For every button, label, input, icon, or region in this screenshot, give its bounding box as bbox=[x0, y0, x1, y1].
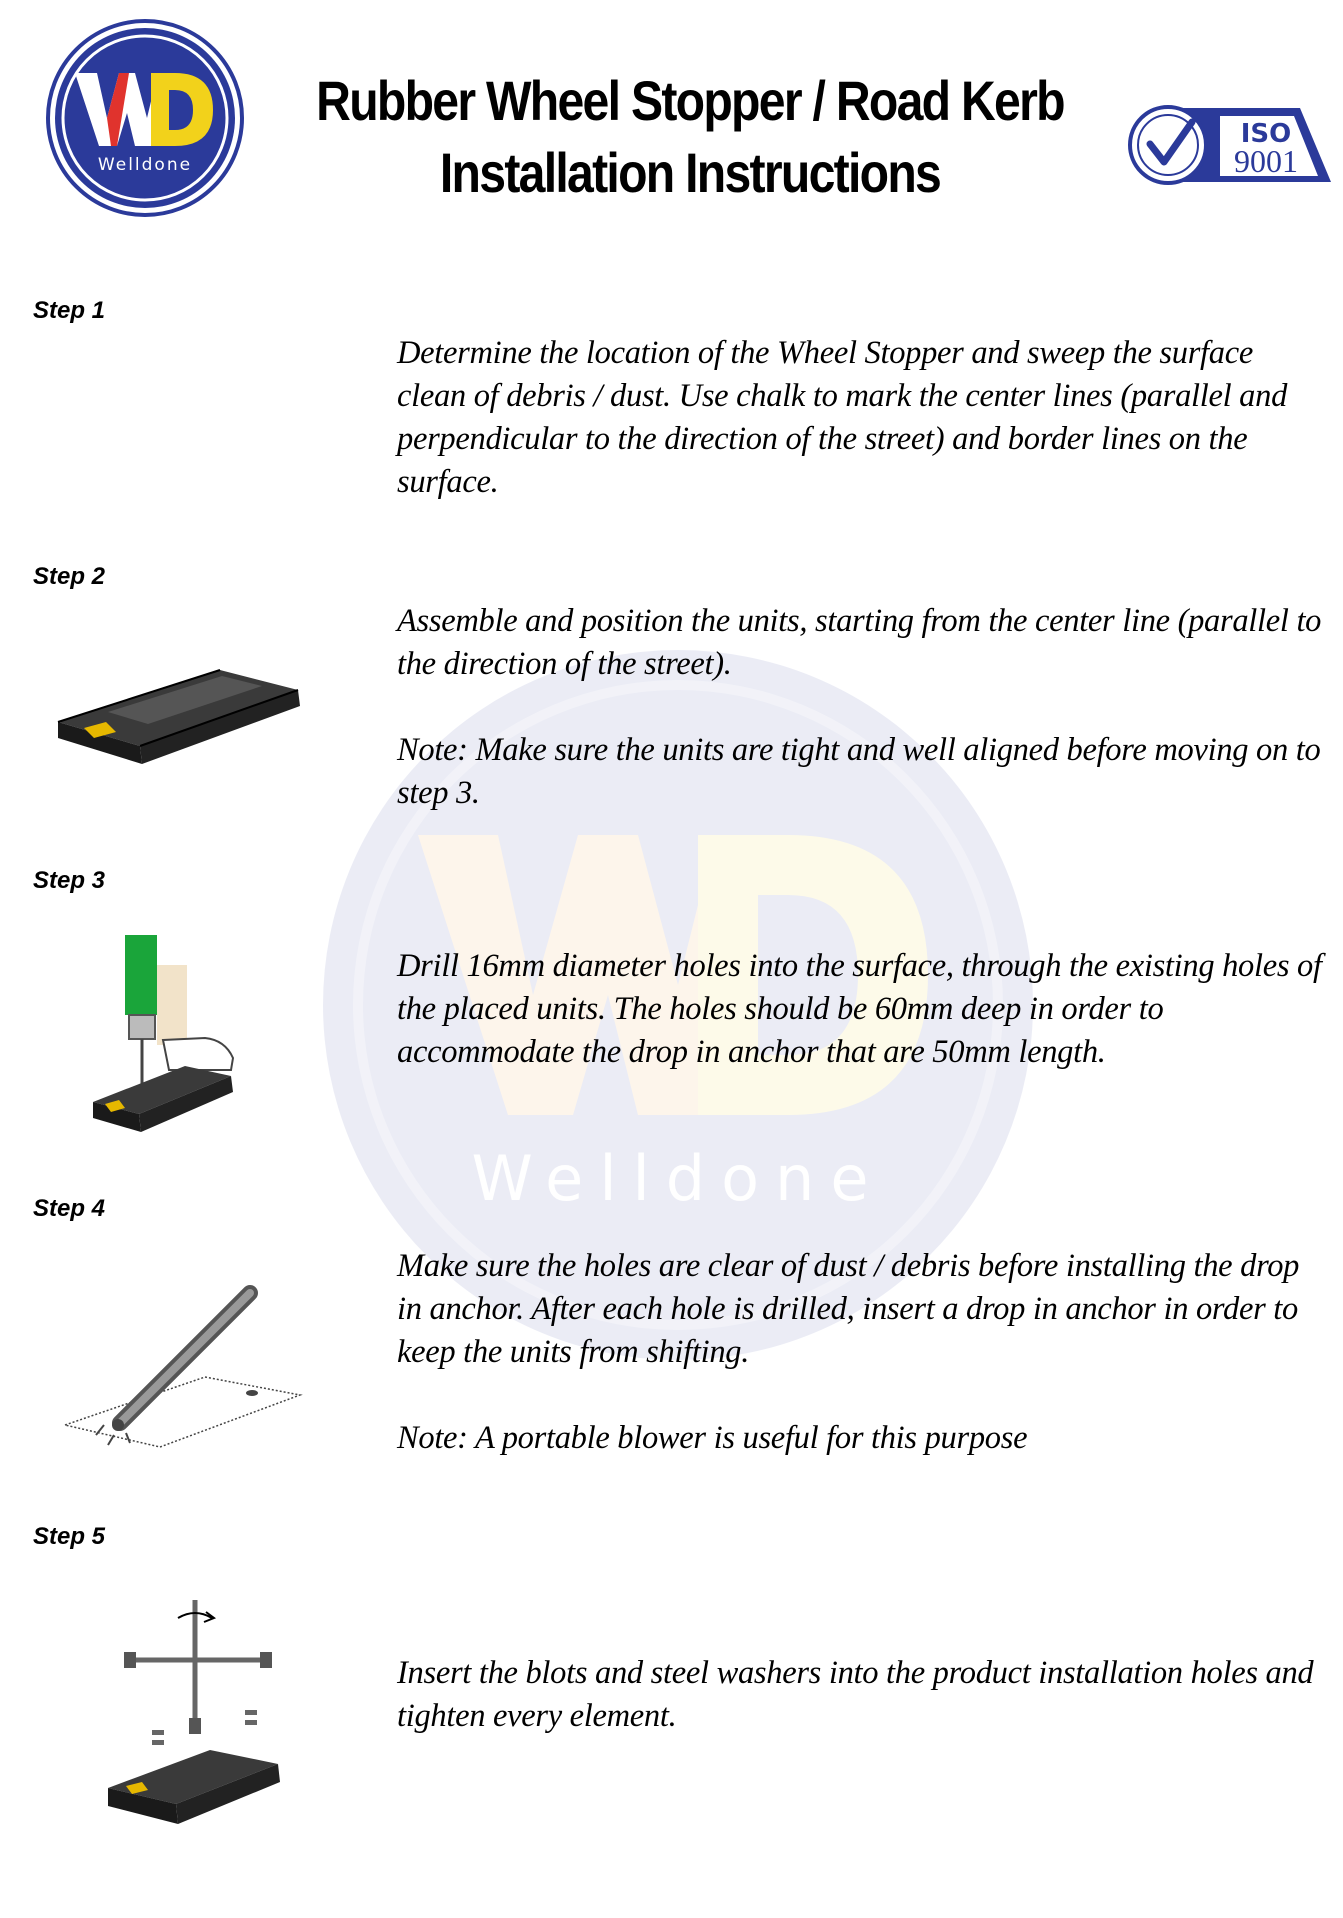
step-1-label: Step 1 bbox=[33, 297, 106, 324]
step-4-text bbox=[397, 1245, 1327, 1460]
step-1-instruction: Determine the location of the Wheel Stopper and sweep the surface clean of debris / dust. Use chalk to mark the center lines (parallel and perpendicular to the direction of the street) and border lines on the surface. bbox=[397, 335, 1288, 500]
welldone-logo bbox=[45, 18, 245, 218]
iso-9001-badge bbox=[1128, 100, 1333, 190]
step-5-instruction: Insert the blots and steel washers into the product installation holes and tighten every element. bbox=[397, 1655, 1314, 1734]
cross-wrench-icon bbox=[100, 1590, 300, 1830]
page-title bbox=[312, 65, 1069, 209]
logo-company-name: Welldone bbox=[97, 155, 193, 175]
step-2-text bbox=[397, 600, 1327, 815]
step-3-label: Step 3 bbox=[33, 867, 106, 894]
step-2-note: Note: Make sure the units are tight and well aligned before moving on to step 3. bbox=[397, 732, 1321, 811]
step-4-label: Step 4 bbox=[33, 1195, 106, 1222]
step-3-text bbox=[397, 945, 1327, 1074]
step-4-instruction: Make sure the holes are clear of dust / debris before installing the drop in anchor. After each hole is drilled, insert a drop in anchor in order to keep the units from shifting. bbox=[397, 1248, 1300, 1370]
iso-number: 9001 bbox=[1234, 143, 1298, 179]
step-3-instruction: Drill 16mm diameter holes into the surface, through the existing holes of the placed units. The holes should be 60mm deep in order to accommodate the drop in anchor that are 50mm length. bbox=[397, 948, 1322, 1070]
wheel-stopper-icon bbox=[50, 640, 310, 770]
anchor-setting-tool-icon bbox=[60, 1285, 310, 1465]
step-4-note: Note: A portable blower is useful for this purpose bbox=[397, 1420, 1028, 1456]
drill-icon bbox=[85, 930, 265, 1150]
step-5-label: Step 5 bbox=[33, 1523, 106, 1550]
watermark-company-name: Welldone bbox=[471, 1142, 885, 1215]
title-line-2: Installation Instructions bbox=[439, 141, 941, 204]
step-2-label: Step 2 bbox=[33, 563, 106, 590]
step-1-text bbox=[397, 332, 1327, 504]
iso-label: ISO bbox=[1240, 119, 1292, 149]
title-line-1: Rubber Wheel Stopper / Road Kerb bbox=[316, 69, 1064, 132]
step-2-instruction: Assemble and position the units, starting from the center line (parallel to the direction of the street). bbox=[397, 603, 1322, 682]
step-5-text bbox=[397, 1652, 1327, 1738]
